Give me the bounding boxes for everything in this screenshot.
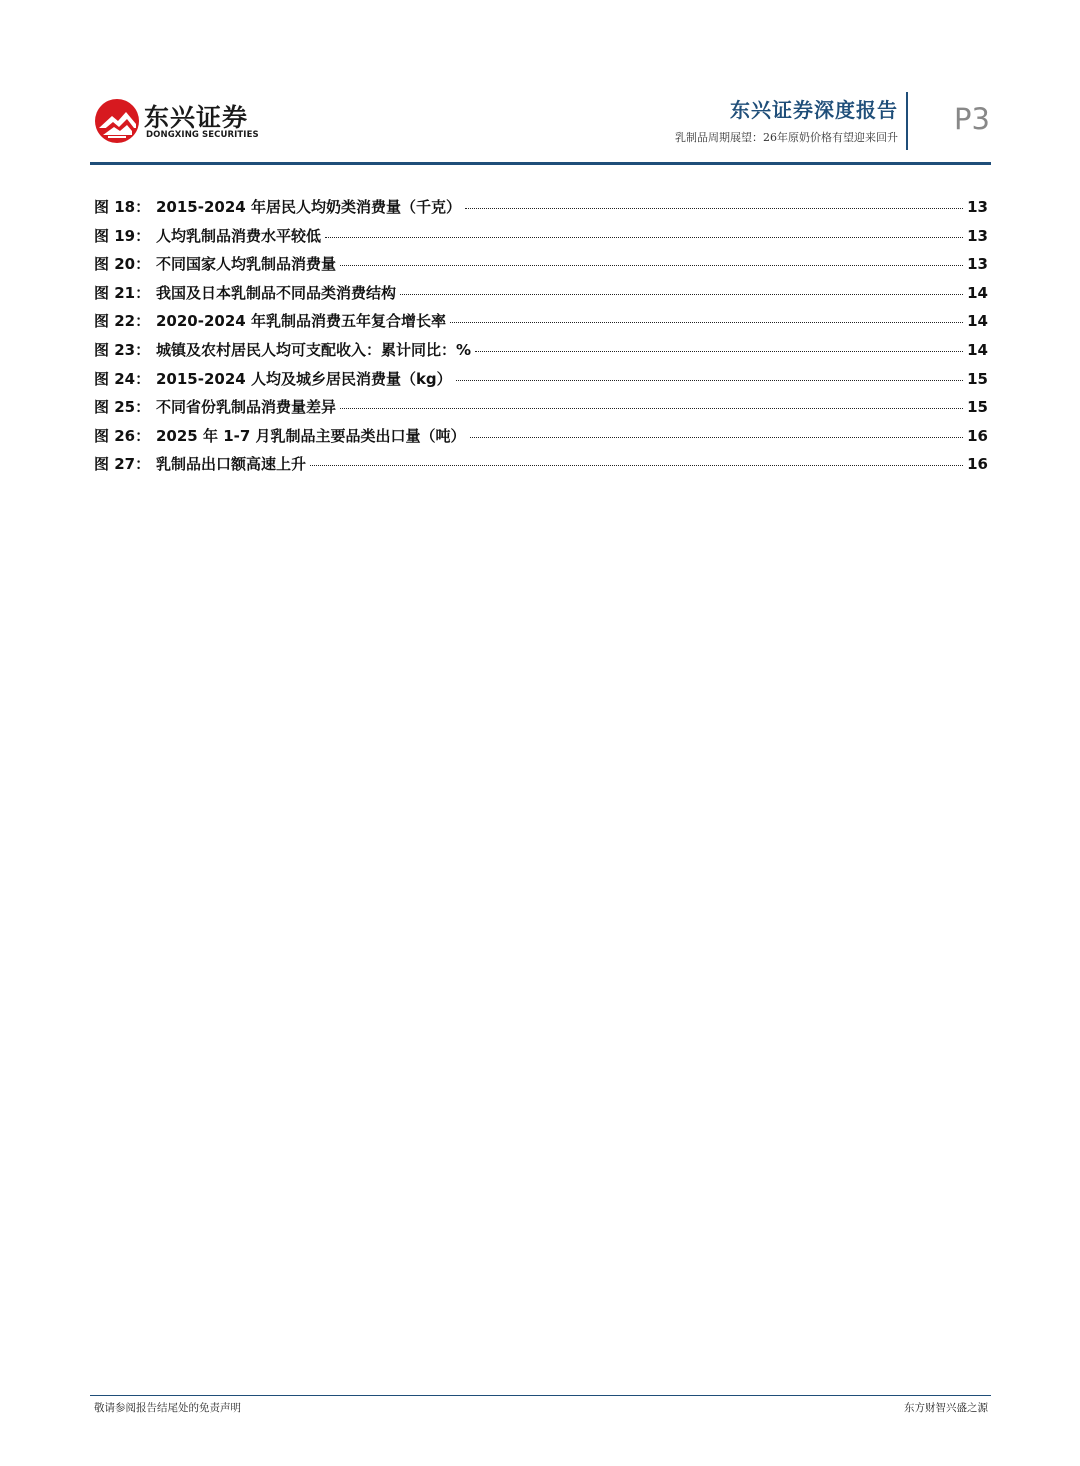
figure-title: 乳制品出口额高速上升 <box>156 455 307 474</box>
figure-title: 人均乳制品消费水平较低 <box>156 226 322 245</box>
figure-label: 图 24： <box>94 369 151 388</box>
figure-label: 图 20： <box>94 255 151 274</box>
logo-chinese-name: 东兴证券 <box>144 103 249 132</box>
leader-dots <box>340 265 963 266</box>
leader-dots <box>340 408 963 409</box>
figure-list-item[interactable] <box>94 453 988 482</box>
figure-page-number: 13 <box>967 226 988 245</box>
leader-dots <box>456 380 963 381</box>
company-logo <box>94 98 274 146</box>
figure-title: 不同省份乳制品消费量差异 <box>156 398 337 417</box>
figure-page-number: 15 <box>967 398 988 417</box>
report-series-title: 东兴证券深度报告 <box>730 98 898 122</box>
leader-dots <box>470 437 964 438</box>
figure-page-number: 14 <box>967 340 988 359</box>
figure-page-number: 14 <box>967 312 988 331</box>
page-number: P3 <box>954 102 990 136</box>
figure-label: 图 25： <box>94 398 151 417</box>
report-subtitle: 乳制品周期展望：26年原奶价格有望迎来回升 <box>675 131 898 144</box>
figure-label: 图 18： <box>94 198 151 216</box>
figure-title: 2015-2024 人均及城乡居民消费量（kg） <box>156 369 452 388</box>
figure-list-item[interactable] <box>94 368 988 397</box>
header-divider <box>906 92 908 150</box>
figure-page-number: 16 <box>967 426 988 445</box>
figure-list-item[interactable] <box>94 225 988 254</box>
header-rule <box>90 162 991 165</box>
figure-label: 图 21： <box>94 283 151 302</box>
company-slogan: 东方财智兴盛之源 <box>904 1402 988 1414</box>
figure-title: 不同国家人均乳制品消费量 <box>156 255 337 274</box>
figure-title: 2025 年 1-7 月乳制品主要品类出口量（吨） <box>156 426 466 445</box>
disclaimer-note: 敬请参阅报告结尾处的免责声明 <box>94 1402 241 1414</box>
page-header <box>90 88 990 164</box>
figure-label: 图 26： <box>94 426 151 445</box>
figure-list-item[interactable] <box>94 196 988 225</box>
figure-label: 图 27： <box>94 455 151 474</box>
leader-dots <box>475 351 963 352</box>
figure-list-item[interactable] <box>94 310 988 339</box>
figure-list-item[interactable] <box>94 253 988 282</box>
figure-list-item[interactable] <box>94 339 988 368</box>
figure-page-number: 13 <box>967 198 988 216</box>
logo-mark-icon <box>94 98 140 144</box>
leader-dots <box>400 294 963 295</box>
figure-list <box>94 196 988 482</box>
figure-label: 图 23： <box>94 340 151 359</box>
figure-title: 2015-2024 年居民人均奶类消费量（千克） <box>156 198 461 216</box>
figure-label: 图 22： <box>94 312 151 331</box>
figure-label: 图 19： <box>94 226 151 245</box>
leader-dots <box>450 322 963 323</box>
figure-list-item[interactable] <box>94 425 988 454</box>
figure-page-number: 15 <box>967 369 988 388</box>
leader-dots <box>310 465 963 466</box>
figure-title: 我国及日本乳制品不同品类消费结构 <box>156 283 397 302</box>
figure-page-number: 14 <box>967 283 988 302</box>
figure-list-item[interactable] <box>94 282 988 311</box>
leader-dots <box>325 237 963 238</box>
logo-english-name: DONGXING SECURITIES <box>146 130 259 140</box>
figure-page-number: 13 <box>967 255 988 274</box>
figure-page-number: 16 <box>967 455 988 474</box>
footer-rule <box>90 1395 991 1396</box>
figure-list-item[interactable] <box>94 396 988 425</box>
figure-title: 城镇及农村居民人均可支配收入：累计同比：% <box>156 340 472 359</box>
figure-title: 2020-2024 年乳制品消费五年复合增长率 <box>156 312 446 331</box>
leader-dots <box>465 208 963 209</box>
